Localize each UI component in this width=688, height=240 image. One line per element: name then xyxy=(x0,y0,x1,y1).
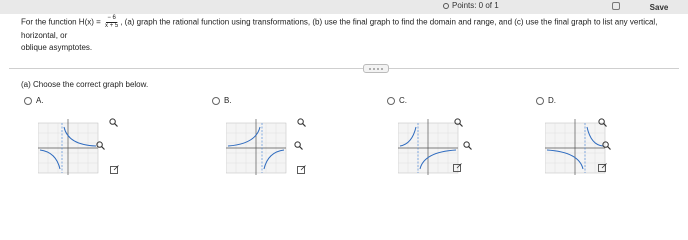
choice-c-label: C. xyxy=(399,96,407,105)
function-fraction xyxy=(105,15,118,30)
choice-c-graph xyxy=(398,117,460,179)
choice-c-radio[interactable] xyxy=(387,97,395,105)
choice-b-zoom-in-icon[interactable] xyxy=(297,118,306,127)
points-indicator xyxy=(443,1,499,10)
choice-a-zoom-in-icon[interactable] xyxy=(109,118,118,127)
part-a-prompt: (a) Choose the correct graph below. xyxy=(21,80,149,89)
choice-b[interactable] xyxy=(212,96,232,105)
choice-c-zoom-out-icon[interactable] xyxy=(463,141,472,150)
choice-d-label: D. xyxy=(548,96,556,105)
question-text xyxy=(21,15,681,54)
save-button[interactable]: Save xyxy=(649,2,669,12)
choice-b-radio[interactable] xyxy=(212,97,220,105)
choice-a[interactable] xyxy=(24,96,44,105)
choice-d[interactable] xyxy=(536,96,556,105)
choice-a-graph xyxy=(38,117,100,179)
section-divider xyxy=(9,68,679,69)
choice-c[interactable] xyxy=(387,96,407,105)
points-icon xyxy=(443,3,449,9)
choice-a-expand-icon[interactable] xyxy=(110,161,119,170)
choice-a-label: A. xyxy=(36,96,44,105)
divider-drag-handle[interactable] xyxy=(363,64,389,73)
choice-b-graph xyxy=(226,117,288,179)
choice-d-radio[interactable] xyxy=(536,97,544,105)
choice-b-label: B. xyxy=(224,96,232,105)
question-prefix: For the function H(x) = xyxy=(21,17,101,27)
choice-b-zoom-out-icon[interactable] xyxy=(294,141,303,150)
points-text: Points: 0 of 1 xyxy=(452,1,499,10)
question-suffix: , (a) graph the rational function using transformations, (b) use the final graph to find the domain and range, and (c) use the final graph to list any vertical, horizontal, or xyxy=(21,17,658,40)
choice-c-zoom-in-icon[interactable] xyxy=(454,118,463,127)
choice-d-expand-icon[interactable] xyxy=(598,159,607,168)
choice-a-zoom-out-icon[interactable] xyxy=(96,141,105,150)
choice-d-zoom-in-icon[interactable] xyxy=(598,118,607,127)
top-bar xyxy=(0,0,688,14)
choice-c-expand-icon[interactable] xyxy=(453,159,462,168)
fraction-numerator: − 6 xyxy=(107,15,116,21)
settings-icon[interactable] xyxy=(612,2,620,10)
choice-d-zoom-out-icon[interactable] xyxy=(602,141,611,150)
fraction-denominator: x + 5 xyxy=(105,23,119,29)
choice-a-radio[interactable] xyxy=(24,97,32,105)
question-line2: oblique asymptotes. xyxy=(21,43,93,52)
choice-b-expand-icon[interactable] xyxy=(297,161,306,170)
